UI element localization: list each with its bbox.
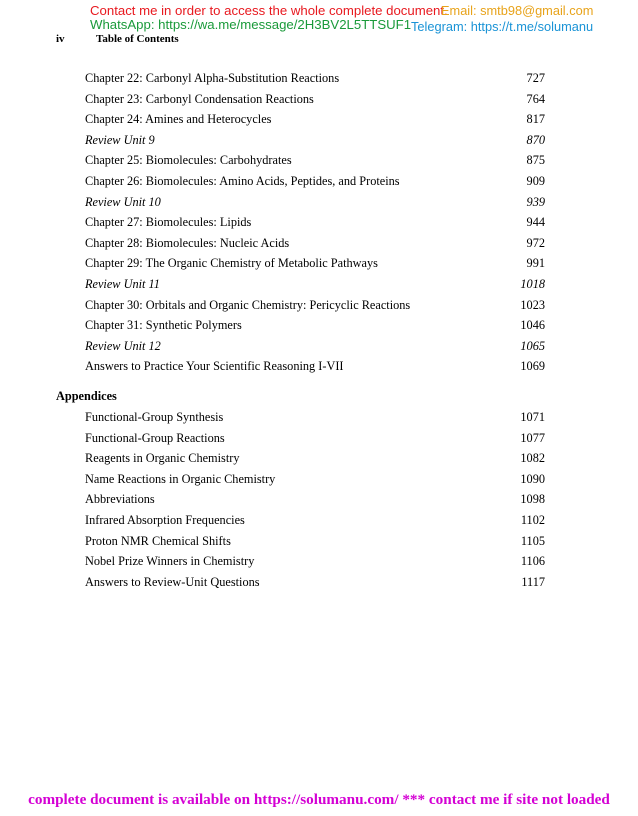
toc-entry[interactable] <box>85 408 545 426</box>
toc-entry-title: Chapter 25: Biomolecules: Carbohydrates <box>85 153 292 168</box>
toc-entry-title: Infrared Absorption Frequencies <box>85 513 245 527</box>
toc-entry[interactable] <box>85 69 545 87</box>
toc-entry-page: 944 <box>526 215 545 230</box>
toc-entry-title: Reagents in Organic Chemistry <box>85 451 240 466</box>
toc-entry-title: Chapter 26: Biomolecules: Amino Acids, Peptides, and Proteins <box>85 174 400 188</box>
toc-entry-page: 1082 <box>520 451 545 466</box>
toc-entry-page: 1023 <box>520 297 545 312</box>
toc-entry[interactable] <box>85 552 545 570</box>
toc-entry-title: Chapter 30: Orbitals and Organic Chemistry: Pericyclic Reactions <box>85 297 411 312</box>
toc-entry-title: Name Reactions in Organic Chemistry <box>85 471 276 486</box>
toc-entry-title: Chapter 23: Carbonyl Condensation Reactions <box>85 91 314 106</box>
toc-entry[interactable] <box>85 316 545 334</box>
toc-entry-page: 727 <box>526 71 545 85</box>
toc-entry-page: 1071 <box>520 410 545 424</box>
toc-entry-page: 1106 <box>520 554 545 569</box>
whatsapp-link[interactable]: WhatsApp: https://wa.me/message/2H3BV2L5TTSUF1 <box>90 17 412 32</box>
toc-entry-title: Chapter 27: Biomolecules: Lipids <box>85 215 252 230</box>
toc-entry[interactable] <box>85 213 545 231</box>
toc-entry[interactable] <box>85 296 545 314</box>
toc-entry[interactable] <box>85 532 545 550</box>
toc-entry-page: 1117 <box>521 574 545 589</box>
appendices-heading: Appendices <box>56 389 117 403</box>
toc-entry-page: 1069 <box>520 359 545 374</box>
toc-entry-page: 1098 <box>520 492 545 507</box>
contact-banner <box>0 0 638 36</box>
page-number: iv <box>56 33 65 45</box>
toc-entry-title: Chapter 29: The Organic Chemistry of Metabolic Pathways <box>85 256 378 271</box>
toc-entry-page: 1018 <box>520 277 545 291</box>
toc-entry-page: 991 <box>526 256 545 271</box>
toc-entry-title: Nobel Prize Winners in Chemistry <box>85 554 255 569</box>
toc-entry-title: Chapter 31: Synthetic Polymers <box>85 318 242 333</box>
toc-entry-title: Review Unit 10 <box>85 194 161 209</box>
toc-entry-page: 1046 <box>520 318 545 333</box>
toc-entry[interactable] <box>85 449 545 467</box>
toc-entry-title: Proton NMR Chemical Shifts <box>85 533 231 548</box>
toc-entry[interactable] <box>85 151 545 169</box>
toc-entry-page: 1102 <box>520 513 545 527</box>
footer-notice[interactable]: complete document is available on https://solumanu.com/ *** contact me if site not loaded <box>28 791 610 808</box>
toc-entry-title: Abbreviations <box>85 492 155 507</box>
review-unit-entry[interactable] <box>85 275 545 293</box>
toc-entry-page: 1105 <box>520 533 545 548</box>
toc-entry[interactable] <box>85 429 545 447</box>
toc-entry[interactable] <box>85 573 545 591</box>
toc-entry-page: 817 <box>526 112 545 127</box>
toc-entry-page: 764 <box>526 91 545 106</box>
toc-entry-page: 870 <box>526 132 545 147</box>
toc-entry-title: Review Unit 9 <box>85 132 155 147</box>
toc-entry-page: 909 <box>526 174 545 188</box>
toc-entry-page: 939 <box>526 194 545 209</box>
toc-entry[interactable] <box>85 90 545 108</box>
toc-entry-title: Review Unit 12 <box>85 338 161 353</box>
toc-entry[interactable] <box>85 110 545 128</box>
toc-entry-title: Answers to Practice Your Scientific Reasoning I-VII <box>85 359 344 374</box>
toc-entry[interactable] <box>85 234 545 252</box>
running-title: Table of Contents <box>96 33 179 45</box>
toc-entry[interactable] <box>85 357 545 375</box>
review-unit-entry[interactable] <box>85 337 545 355</box>
toc-entry[interactable] <box>85 511 545 529</box>
toc-entry-title: Chapter 24: Amines and Heterocycles <box>85 112 272 127</box>
contact-notice: Contact me in order to access the whole complete document. <box>90 3 448 18</box>
toc-entry-title: Chapter 22: Carbonyl Alpha-Substitution Reactions <box>85 71 340 85</box>
toc-entry[interactable] <box>85 172 545 190</box>
toc-entry-page: 1077 <box>520 430 545 445</box>
toc-entry-page: 972 <box>526 235 545 250</box>
toc-entry[interactable] <box>85 254 545 272</box>
toc-entry-title: Chapter 28: Biomolecules: Nucleic Acids <box>85 235 290 250</box>
toc-entry[interactable] <box>85 490 545 508</box>
email-link[interactable]: Email: smtb98@gmail.com <box>441 3 594 18</box>
toc-entry-title: Functional-Group Synthesis <box>85 410 224 424</box>
toc-entry-title: Functional-Group Reactions <box>85 430 225 445</box>
review-unit-entry[interactable] <box>85 131 545 149</box>
telegram-link[interactable]: Telegram: https://t.me/solumanu <box>411 19 594 34</box>
toc-entry-title: Answers to Review-Unit Questions <box>85 574 260 589</box>
toc-entry-title: Review Unit 11 <box>85 277 160 291</box>
toc-entry-page: 875 <box>526 153 545 168</box>
toc-entry-page: 1065 <box>520 338 545 353</box>
toc-entry[interactable] <box>85 470 545 488</box>
toc-entry-page: 1090 <box>520 471 545 486</box>
review-unit-entry[interactable] <box>85 193 545 211</box>
